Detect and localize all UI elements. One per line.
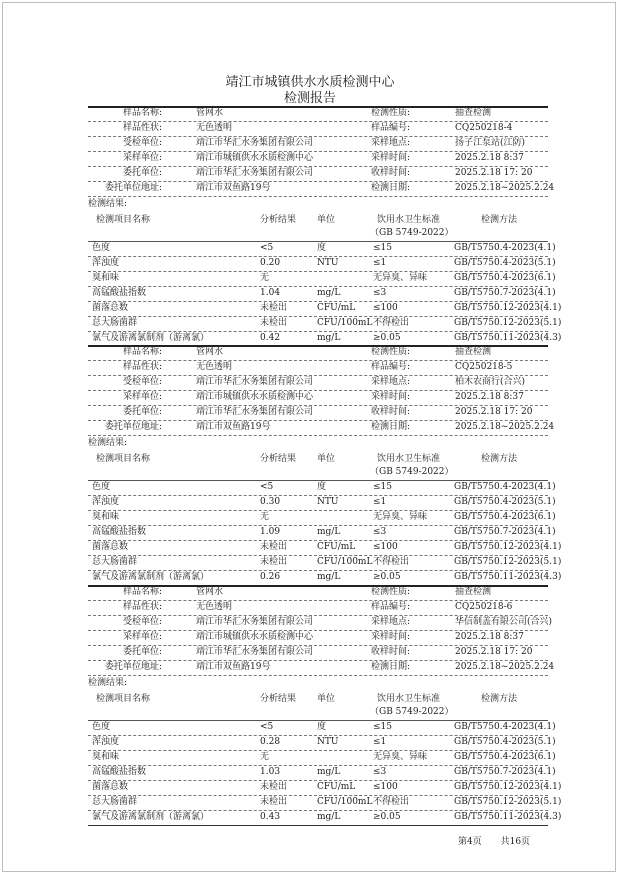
cell-standard: 无异臭、异味 [373, 752, 428, 762]
results-label: 检测结果: [88, 438, 128, 448]
header-standard-code: （GB 5749-2022） [370, 707, 454, 717]
cell-method: GB/T5750.4-2023(5.1) [454, 258, 556, 268]
header-method: 检测方法 [481, 694, 518, 704]
cell-standard: ≤15 [373, 722, 392, 732]
cell-item: 色度 [92, 243, 111, 253]
sample-no: CQ250218-4 [455, 123, 513, 133]
cell-unit: NTU [317, 497, 339, 507]
cell-unit: 度 [317, 482, 327, 492]
table-row [88, 316, 562, 332]
client-unit: 靖江市华汇水务集团有限公司 [196, 407, 314, 417]
cell-standard: ≥0.05 [373, 812, 401, 822]
header-standard: 饮用水卫生标准 [377, 215, 441, 225]
cell-result: 1.09 [260, 527, 281, 537]
cell-result: 未检出 [260, 303, 288, 313]
cell-method: GB/T5750.11-2023(4.3) [454, 572, 562, 582]
label-sampling-time: 采样时间: [371, 153, 411, 163]
label-sampling-site: 采样地点: [371, 617, 411, 627]
label-sample-no: 样品编号: [371, 602, 411, 612]
cell-item: 浑浊度 [92, 258, 120, 268]
header-item: 检测项目名称 [96, 215, 151, 225]
label-sampling-site: 采样地点: [371, 138, 411, 148]
table-row [88, 525, 556, 541]
cell-result: 未检出 [260, 542, 288, 552]
client-unit: 靖江市华汇水务集团有限公司 [196, 168, 314, 178]
info-row [88, 420, 555, 436]
client-address: 靖江市双鱼路19号 [196, 183, 271, 193]
table-row [88, 480, 556, 496]
label-test-date: 检测日期: [371, 662, 411, 672]
sampling-unit: 靖江市城镇供水水质检测中心 [196, 392, 314, 402]
cell-standard: ≤3 [373, 527, 387, 537]
cell-result: <5 [260, 243, 274, 253]
info-row [88, 136, 548, 152]
table-row [88, 271, 556, 287]
page-current: 第4页 [458, 837, 482, 847]
header-unit: 单位 [317, 215, 336, 225]
test-date: 2025.2.18~2025.2.24 [455, 183, 555, 193]
receive-time: 2025.2.18 17: 20 [455, 168, 533, 178]
sampling-unit: 靖江市城镇供水水质检测中心 [196, 632, 314, 642]
cell-item: 氯气及游离氯制剂（游离氯） [92, 333, 210, 343]
table-row [88, 510, 556, 526]
label-receive-time: 收样时间: [371, 407, 411, 417]
test-nature: 抽查检测 [455, 347, 492, 357]
cell-result: 0.28 [260, 737, 281, 747]
label-entrusted-unit: 受检单位: [122, 138, 162, 148]
info-row [88, 615, 553, 631]
label-test-nature: 检测性质: [371, 108, 411, 118]
cell-method: GB/T5750.11-2023(4.3) [454, 333, 562, 343]
label-sample-name: 样品名称: [122, 347, 162, 357]
cell-method: GB/T5750.4-2023(4.1) [454, 482, 556, 492]
label-sample-name: 样品名称: [122, 587, 162, 597]
label-sampling-unit: 采样单位: [122, 153, 162, 163]
cell-unit: 度 [317, 722, 327, 732]
client-address: 靖江市双鱼路19号 [196, 422, 271, 432]
cell-method: GB/T5750.11-2023(4.3) [454, 812, 562, 822]
header-result: 分析结果 [260, 215, 297, 225]
label-test-nature: 检测性质: [371, 347, 411, 357]
table-row [88, 765, 556, 781]
cell-method: GB/T5750.4-2023(5.1) [454, 497, 556, 507]
label-sample-no: 样品编号: [371, 362, 411, 372]
entrusted-unit: 靖江市华汇水务集团有限公司 [196, 377, 314, 387]
sample-nature: 无色透明 [196, 362, 233, 372]
cell-unit: mg/L [317, 288, 341, 298]
label-client-address: 委托单位地址: [104, 662, 162, 672]
table-row [88, 540, 562, 556]
receive-time: 2025.2.18 17: 20 [455, 407, 533, 417]
cell-standard: ≤3 [373, 288, 387, 298]
label-sample-nature: 样品性状: [122, 362, 162, 372]
cell-standard: 不得检出 [373, 797, 410, 807]
table-row [88, 241, 556, 257]
cell-method: GB/T5750.12-2023(4.1) [454, 303, 562, 313]
info-row [88, 166, 548, 182]
cell-method: GB/T5750.4-2023(6.1) [454, 273, 556, 283]
cell-standard: ≤15 [373, 243, 392, 253]
cell-standard: ≤100 [373, 542, 398, 552]
table-row [88, 795, 562, 811]
info-row [88, 585, 548, 601]
cell-item: 高锰酸盐指数 [92, 527, 147, 537]
table-row [88, 720, 556, 736]
cell-unit: mg/L [317, 812, 341, 822]
cell-unit: CFU/mL [317, 542, 356, 552]
cell-unit: CFU/mL [317, 303, 356, 313]
org-title: 靖江市城镇供水水质检测中心 [225, 75, 395, 90]
cell-result: 0.20 [260, 258, 281, 268]
cell-item: 氯气及游离氯制剂（游离氯） [92, 812, 210, 822]
cell-standard: ≤1 [373, 737, 387, 747]
cell-result: <5 [260, 482, 274, 492]
header-result: 分析结果 [260, 454, 297, 464]
results-label: 检测结果: [88, 199, 128, 209]
cell-standard: 不得检出 [373, 557, 410, 567]
cell-item: 菌落总数 [92, 542, 129, 552]
cell-result: 0.30 [260, 497, 281, 507]
cell-method: GB/T5750.12-2023(4.1) [454, 782, 562, 792]
receive-time: 2025.2.18 17: 20 [455, 647, 533, 657]
cell-standard: 无异臭、异味 [373, 512, 428, 522]
header-standard-code: （GB 5749-2022） [370, 467, 454, 477]
sample-no: CQ250218-5 [455, 362, 513, 372]
table-row [88, 735, 556, 751]
cell-item: 浑浊度 [92, 737, 120, 747]
info-row [88, 645, 548, 661]
cell-result: 1.04 [260, 288, 281, 298]
cell-method: GB/T5750.4-2023(6.1) [454, 512, 556, 522]
entrusted-unit: 靖江市华汇水务集团有限公司 [196, 138, 314, 148]
test-nature: 抽查检测 [455, 108, 492, 118]
test-nature: 抽查检测 [455, 587, 492, 597]
cell-unit: CFU/mL [317, 782, 356, 792]
table-row [88, 301, 562, 317]
label-sample-no: 样品编号: [371, 123, 411, 133]
label-sample-name: 样品名称: [122, 108, 162, 118]
header-item: 检测项目名称 [96, 454, 151, 464]
cell-item: 高锰酸盐指数 [92, 288, 147, 298]
label-sampling-unit: 采样单位: [122, 392, 162, 402]
header-method: 检测方法 [481, 454, 518, 464]
cell-unit: 度 [317, 243, 327, 253]
page-total: 共16页 [500, 837, 531, 847]
sampling-site: 扬子江泵站(江防) [455, 138, 526, 148]
cell-result: 未检出 [260, 797, 288, 807]
cell-standard: ≤1 [373, 497, 387, 507]
label-test-date: 检测日期: [371, 422, 411, 432]
label-client-unit: 委托单位: [122, 168, 162, 178]
cell-standard: ≥0.05 [373, 572, 401, 582]
cell-item: 总大肠菌群 [92, 318, 138, 328]
results-table-header [88, 690, 548, 721]
cell-result: 0.26 [260, 572, 281, 582]
cell-method: GB/T5750.4-2023(5.1) [454, 737, 556, 747]
header-standard: 饮用水卫生标准 [377, 454, 441, 464]
results-table-header [88, 211, 548, 242]
cell-standard: ≤3 [373, 767, 387, 777]
label-entrusted-unit: 受检单位: [122, 377, 162, 387]
cell-method: GB/T5750.7-2023(4.1) [454, 767, 556, 777]
cell-result: 0.42 [260, 333, 281, 343]
cell-item: 菌落总数 [92, 782, 129, 792]
results-table-header [88, 450, 548, 481]
table-row [88, 570, 562, 585]
label-sampling-time: 采样时间: [371, 632, 411, 642]
label-client-address: 委托单位地址: [104, 422, 162, 432]
cell-unit: mg/L [317, 527, 341, 537]
label-sampling-site: 采样地点: [371, 377, 411, 387]
header-standard-code: （GB 5749-2022） [370, 228, 454, 238]
sample-nature: 无色透明 [196, 602, 233, 612]
info-row [88, 360, 548, 376]
header-result: 分析结果 [260, 694, 297, 704]
cell-unit: CFU/100mL [317, 797, 373, 807]
sampling-site: 华信制盖有限公司(合兴) [455, 617, 553, 627]
cell-item: 色度 [92, 722, 111, 732]
label-client-address: 委托单位地址: [104, 183, 162, 193]
cell-method: GB/T5750.7-2023(4.1) [454, 527, 556, 537]
test-date: 2025.2.18~2025.2.24 [455, 422, 555, 432]
cell-unit: NTU [317, 258, 339, 268]
cell-unit: NTU [317, 737, 339, 747]
client-unit: 靖江市华汇水务集团有限公司 [196, 647, 314, 657]
table-row [88, 331, 562, 346]
label-client-unit: 委托单位: [122, 647, 162, 657]
cell-standard: 无异臭、异味 [373, 273, 428, 283]
cell-method: GB/T5750.4-2023(6.1) [454, 752, 556, 762]
cell-method: GB/T5750.4-2023(4.1) [454, 243, 556, 253]
cell-result: 未检出 [260, 782, 288, 792]
sample-no: CQ250218-6 [455, 602, 513, 612]
sampling-time: 2025.2.18 8:37 [455, 153, 524, 163]
table-row [88, 555, 562, 571]
label-sampling-unit: 采样单位: [122, 632, 162, 642]
test-date: 2025.2.18~2025.2.24 [455, 662, 555, 672]
label-test-nature: 检测性质: [371, 587, 411, 597]
header-unit: 单位 [317, 694, 336, 704]
sampling-unit: 靖江市城镇供水水质检测中心 [196, 153, 314, 163]
cell-result: 未检出 [260, 557, 288, 567]
cell-result: 无 [260, 273, 270, 283]
cell-item: 臭和味 [92, 273, 120, 283]
table-row [88, 810, 562, 825]
page-footer [458, 834, 546, 847]
sample-nature: 无色透明 [196, 123, 233, 133]
sampling-time: 2025.2.18 8:37 [455, 632, 524, 642]
cell-standard: ≤15 [373, 482, 392, 492]
table-row [88, 256, 556, 272]
cell-result: 1.03 [260, 767, 281, 777]
info-row [88, 181, 555, 197]
label-sample-nature: 样品性状: [122, 602, 162, 612]
cell-item: 臭和味 [92, 512, 120, 522]
sample-name: 管网水 [196, 347, 224, 357]
doc-title: 检测报告 [283, 91, 336, 106]
sample-name: 管网水 [196, 108, 224, 118]
client-address: 靖江市双鱼路19号 [196, 662, 271, 672]
header-item: 检测项目名称 [96, 694, 151, 704]
label-receive-time: 收样时间: [371, 168, 411, 178]
results-label: 检测结果: [88, 678, 128, 688]
section-bottom-rule [88, 825, 548, 826]
cell-method: GB/T5750.12-2023(5.1) [454, 797, 562, 807]
info-row [88, 106, 548, 122]
cell-item: 总大肠菌群 [92, 557, 138, 567]
header-standard: 饮用水卫生标准 [377, 694, 441, 704]
cell-result: 无 [260, 512, 270, 522]
cell-method: GB/T5750.12-2023(5.1) [454, 557, 562, 567]
cell-item: 菌落总数 [92, 303, 129, 313]
table-row [88, 286, 556, 302]
sampling-time: 2025.2.18 8:37 [455, 392, 524, 402]
cell-item: 氯气及游离氯制剂（游离氯） [92, 572, 210, 582]
cell-item: 色度 [92, 482, 111, 492]
cell-method: GB/T5750.12-2023(4.1) [454, 542, 562, 552]
label-test-date: 检测日期: [371, 183, 411, 193]
cell-method: GB/T5750.4-2023(4.1) [454, 722, 556, 732]
sample-name: 管网水 [196, 587, 224, 597]
cell-method: GB/T5750.7-2023(4.1) [454, 288, 556, 298]
header-unit: 单位 [317, 454, 336, 464]
table-row [88, 750, 556, 766]
cell-standard: ≤100 [373, 782, 398, 792]
info-row [88, 345, 548, 361]
cell-unit: mg/L [317, 767, 341, 777]
cell-standard: ≤100 [373, 303, 398, 313]
cell-unit: mg/L [317, 333, 341, 343]
label-sample-nature: 样品性状: [122, 123, 162, 133]
cell-item: 浑浊度 [92, 497, 120, 507]
cell-method: GB/T5750.12-2023(5.1) [454, 318, 562, 328]
cell-result: 无 [260, 752, 270, 762]
cell-item: 高锰酸盐指数 [92, 767, 147, 777]
cell-result: 0.43 [260, 812, 281, 822]
sampling-site: 柏木农商行(合兴) [455, 377, 526, 387]
cell-result: <5 [260, 722, 274, 732]
cell-standard: ≤1 [373, 258, 387, 268]
info-row [88, 151, 548, 167]
table-row [88, 495, 556, 511]
label-receive-time: 收样时间: [371, 647, 411, 657]
info-row [88, 630, 548, 646]
cell-item: 总大肠菌群 [92, 797, 138, 807]
info-row [88, 405, 548, 421]
cell-standard: 不得检出 [373, 318, 410, 328]
cell-standard: ≥0.05 [373, 333, 401, 343]
info-row [88, 121, 548, 137]
cell-unit: CFU/100mL [317, 318, 373, 328]
info-row [88, 600, 548, 616]
info-row [88, 375, 548, 391]
header-method: 检测方法 [481, 215, 518, 225]
cell-unit: mg/L [317, 572, 341, 582]
cell-item: 臭和味 [92, 752, 120, 762]
label-sampling-time: 采样时间: [371, 392, 411, 402]
cell-unit: CFU/100mL [317, 557, 373, 567]
label-client-unit: 委托单位: [122, 407, 162, 417]
info-row [88, 390, 548, 406]
table-row [88, 780, 562, 796]
info-row [88, 660, 555, 676]
label-entrusted-unit: 受检单位: [122, 617, 162, 627]
cell-result: 未检出 [260, 318, 288, 328]
entrusted-unit: 靖江市华汇水务集团有限公司 [196, 617, 314, 627]
